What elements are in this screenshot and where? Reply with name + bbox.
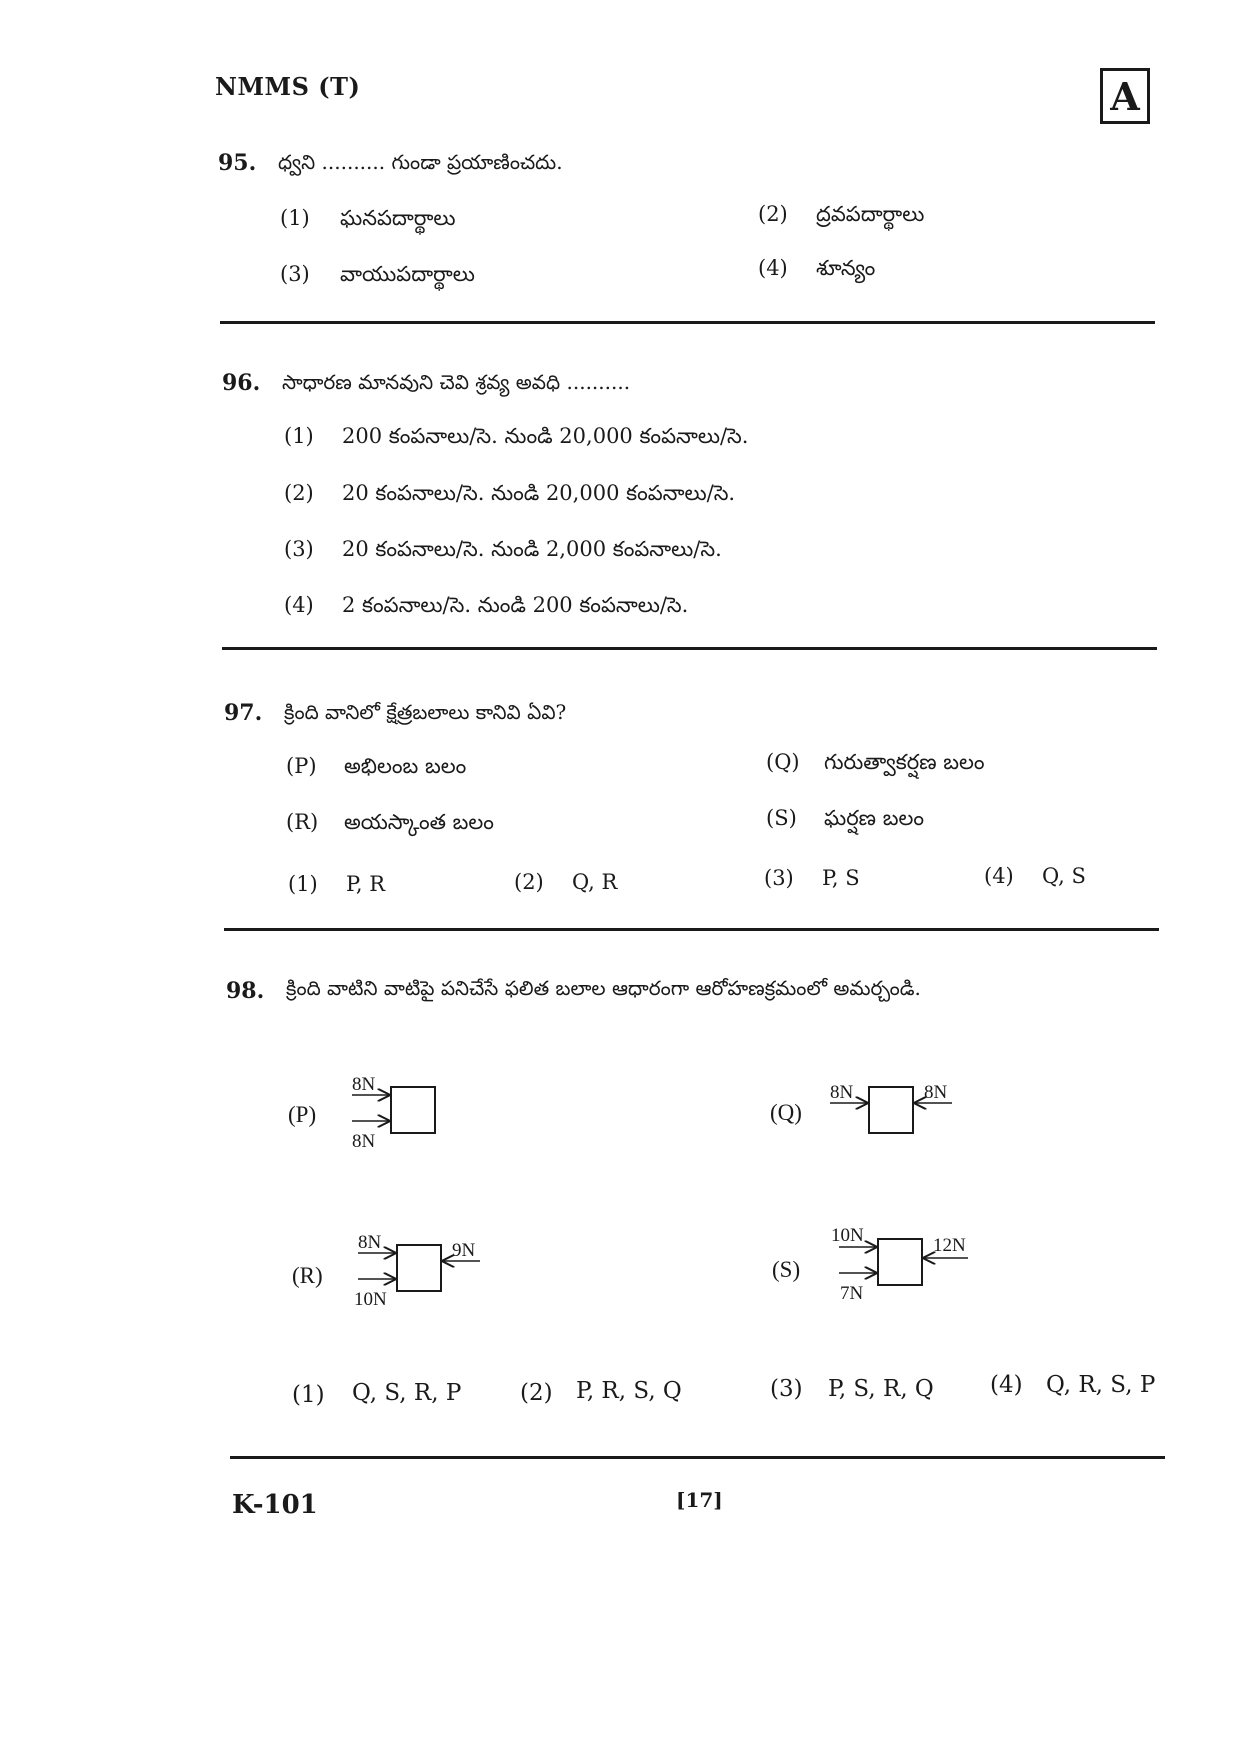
question-text: ధ్వని .......... గుండా ప్రయాణించదు. [278, 150, 563, 174]
question-text: సాధారణ మానవుని చెవి శ్రవ్య అవధి .......... [282, 370, 631, 394]
question-number: 97. [224, 700, 263, 726]
option-number: (1) [288, 872, 318, 896]
option-number: (3) [280, 262, 310, 286]
option-text: 20 కంపనాలు/సె. నుండి 2,000 కంపనాలు/సె. [342, 537, 722, 561]
force-label: 8N [924, 1082, 948, 1103]
force-label: 10N [354, 1289, 387, 1310]
object-block [878, 1239, 922, 1285]
option-text: 20 కంపనాలు/సె. నుండి 20,000 కంపనాలు/సె. [342, 481, 736, 505]
option-number: (1) [284, 424, 314, 448]
option-number: (2) [758, 202, 788, 226]
option-number: (4) [284, 593, 314, 617]
question-text: క్రింది వానిలో క్షేత్రబలాలు కానివి ఏవి? [284, 700, 567, 724]
diagram-label: (P) [288, 1102, 317, 1127]
question-text: క్రింది వాటిని వాటిపై పనిచేసే ఫలిత బలాల ఆధారంగా ఆరోహణక్రమంలో అమర్చండి. [286, 976, 921, 1000]
statement-text: అభిలంబ బలం [344, 754, 467, 778]
option-text: శూన్యం [816, 256, 876, 280]
question-number: 96. [222, 370, 261, 396]
force-label: 10N [831, 1225, 864, 1246]
diagram-label: (S) [772, 1257, 801, 1282]
option-text: వాయుపదార్థాలు [340, 262, 475, 286]
option-text: 2 కంపనాలు/సె. నుండి 200 కంపనాలు/సె. [342, 593, 689, 617]
set-code: A [1110, 73, 1140, 119]
force-label: 7N [840, 1283, 864, 1304]
question-number: 98. [226, 978, 265, 1004]
force-label: 8N [358, 1232, 382, 1253]
option-text: P, R, S, Q [576, 1378, 682, 1404]
exam-title: NMMS (T) [215, 72, 361, 101]
option-number: (3) [284, 537, 314, 561]
option-text: Q, R [572, 870, 618, 894]
option-text: Q, S [1042, 864, 1086, 888]
question-number: 95. [218, 150, 257, 176]
diagram-label: (R) [292, 1263, 323, 1288]
statement-label: (Q) [766, 750, 800, 774]
statement-text: అయస్కాంత బలం [344, 810, 494, 834]
force-label: 8N [830, 1082, 854, 1103]
option-number: (1) [292, 1382, 325, 1408]
force-label: 8N [352, 1131, 376, 1152]
option-text: P, S [822, 866, 860, 890]
option-text: ఘనపదార్థాలు [340, 206, 456, 230]
page-number: [17] [676, 1488, 723, 1512]
diagram-r [292, 1232, 480, 1310]
option-text: Q, R, S, P [1046, 1372, 1156, 1398]
option-text: ద్రవపదార్థాలు [816, 202, 925, 226]
force-label: 9N [452, 1240, 476, 1261]
statement-text: గురుత్వాకర్షణ బలం [824, 750, 985, 774]
option-text: P, S, R, Q [828, 1376, 934, 1402]
option-number: (1) [280, 206, 310, 230]
force-label: 12N [933, 1235, 966, 1256]
option-text: P, R [346, 872, 386, 896]
statement-label: (S) [766, 806, 797, 830]
statement-text: ఘర్షణ బలం [824, 806, 924, 830]
option-number: (2) [284, 481, 314, 505]
option-text: 200 కంపనాలు/సె. నుండి 20,000 కంపనాలు/సె. [342, 424, 749, 448]
booklet-code: K-101 [232, 1490, 318, 1520]
option-number: (3) [770, 1376, 803, 1402]
diagram-p [288, 1074, 435, 1152]
option-number: (2) [520, 1380, 553, 1406]
object-block [397, 1245, 441, 1291]
option-number: (4) [758, 256, 788, 280]
option-number: (2) [514, 870, 544, 894]
option-number: (3) [764, 866, 794, 890]
diagram-label: (Q) [770, 1100, 802, 1125]
option-text: Q, S, R, P [352, 1380, 462, 1406]
option-number: (4) [990, 1372, 1023, 1398]
force-label: 8N [352, 1074, 376, 1095]
object-block [391, 1087, 435, 1133]
statement-label: (P) [286, 754, 317, 778]
statement-label: (R) [286, 810, 319, 834]
diagram-s [772, 1225, 968, 1304]
footer-divider [230, 1456, 1165, 1459]
option-number: (4) [984, 864, 1014, 888]
object-block [869, 1087, 913, 1133]
diagram-q [770, 1082, 952, 1133]
